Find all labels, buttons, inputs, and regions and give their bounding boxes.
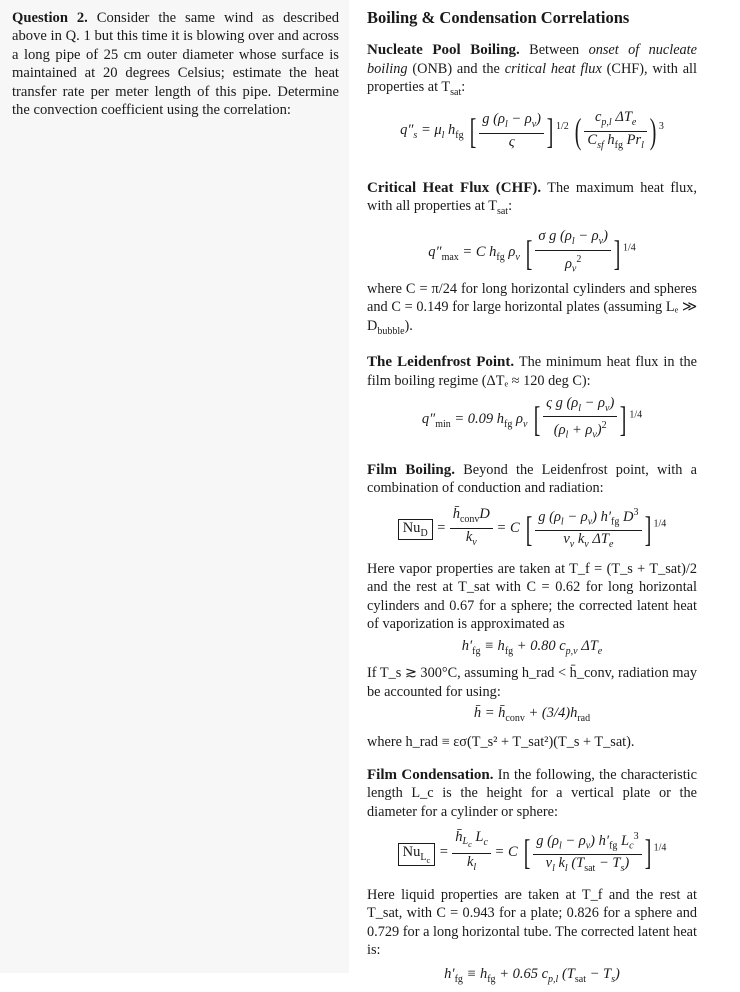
hfg-condensation-equation: $h'_{fg} \equiv h_{fg} + 0.65$ $c_{p,l}$ $(T_{sat} - T_s)$ [444,966,620,985]
question-label: Question 2. [12,10,88,26]
chf-intro: The maximum heat flux, with all properties at T [367,179,697,215]
chf-note-text: where C = π/24 for long horizontal cylinders and spheres and C = 0.149 for large horizontal plates (assuming Lₑ ≫ D [367,280,697,334]
film-boiling-title: Film Boiling. [367,461,456,478]
nucleate-equation: $q''_s = \mu_l$ $h_{fg}$ [ $\frac{g (\rho_l - \rho_v)}{\varsigma}$ ] $^{1/2}$ ( $\frac{c_{p,l} \Delta T_e}{C_{sf} h_{fg} Pr_l}$ ) $^3$ [400,108,664,152]
nucleate-text [367,41,697,103]
film-boiling-intro: Beyond the Leidenfrost point, with a combination of conduction and radiation: [367,461,698,497]
chf-section [367,179,697,342]
chf-text [367,179,697,222]
chf-intro-end: : [508,198,513,215]
nucleate-title: Nucleate Pool Boiling. [367,42,520,58]
chf-title: Critical Heat Flux (CHF). [367,179,542,196]
chf-note-end: ). [404,317,413,334]
chf-equation: $q''_{max} = C$ $h_{fg}$ $\rho_v$ [ $\frac{\sigma g (\rho_l - \rho_v)}{\rho_v^2}$ ] $^{1/4}$ [428,227,636,275]
nucleate-text-end: : [461,79,466,96]
film-condensation-title: Film Condensation. [367,766,494,783]
leidenfrost-intro: The minimum heat flux in the film boiling regime (ΔTₑ ≈ 120 deg C): [367,354,697,389]
nucleate-text-c: (CHF), with all properties at T [367,60,697,96]
chf-term: critical heat flux [504,60,602,77]
bubble-sub: bubble [377,325,405,337]
onb-term: onset of nucleate boiling [367,42,698,77]
nucleate-text-b: (ONB) and the [407,60,505,77]
hrad-definition: where h_rad ≡ εσ(T_s² + T_sat²)(T_s + T_sat). [367,734,635,751]
condensation-equation: $Nu_{L_c}$ = $\frac{h̄_{L_c} L_c}{k_l}$ = C [ $\frac{g (\rho_l - \rho_v) h'_{fg} L_c^3}{\nu_l k_l (T_{sat} - T_s)}$ ] $^{1/4}$ [367,822,697,886]
film-boiling-text [367,461,697,498]
radiation-text: If T_s ≳ 300°C, assuming h_rad < h̄_conv, radiation may be accounted for using: [367,665,697,700]
film-boiling-note: Here vapor properties are taken at T_f = (T_s + T_sat)/2 and the rest at T_sat with C = 0.62 for long horizontal cylinders and 0.67 for a sphere; the corrected latent heat of vaporization is approximated as [367,560,697,633]
film-condensation-note: Here liquid properties are taken at T_f and the rest at T_sat, with C = 0.943 for a plate; 0.826 for a sphere and 0.729 for a long horizontal tube. The corrected latent heat is: [367,886,697,959]
leidenfrost-section [367,353,697,450]
chf-note [367,280,697,342]
question-column [0,0,349,973]
hfg-boiling-equation: $h'_{fg} \equiv h_{fg} + 0.80$ $c_{p,v}$ $\Delta T_e$ [461,638,603,657]
question-text: Consider the same wind as described above in Q. 1 but this time it is blowing over and across a long pipe of 25 cm outer diameter whose surface is maintained at 20 degrees Celsius; estimate the heat transfer rate per meter length of this pipe. Determine the convection coefficient using the correlation: [12,10,340,119]
nucleate-text-a: Between [529,42,589,58]
chf-sat-sub: sat [496,206,509,218]
question-paragraph [12,9,339,119]
film-boiling-equation: $Nu_D$ = $\frac{h̄_{conv}D}{k_v}$ = C [ $\frac{g (\rho_l - \rho_v) h'_{fg} D^3}{\nu_v k_v \Delta T_e}$ ] $^{1/4}$ [367,498,697,560]
film-condensation-text [367,766,697,822]
leidenfrost-equation: $q''_{min} = 0.09$ $h_{fg}$ $\rho_v$ [ $\frac{\varsigma g (\rho_l - \rho_v)}{(\rho_l + \rho_v)^2}$ ] $^{1/4}$ [421,394,643,442]
nucleate-section [367,41,697,167]
film-condensation-section [367,766,697,992]
nucleate-sat-sub: sat [450,87,462,99]
film-boiling-section [367,461,697,752]
leidenfrost-text [367,353,697,390]
correlations-column [355,0,697,992]
page-title: Boiling & Condensation Correlations [367,8,630,27]
leidenfrost-title: The Leidenfrost Point. [367,354,515,371]
h-total-equation: h̄ = $h̄_{conv} + (3/4)h_{rad}$ [473,705,591,725]
film-condensation-intro: In the following, the characteristic length L_c is the height for a vertical plate or the diameter for a cylinder or sphere: [367,766,697,821]
